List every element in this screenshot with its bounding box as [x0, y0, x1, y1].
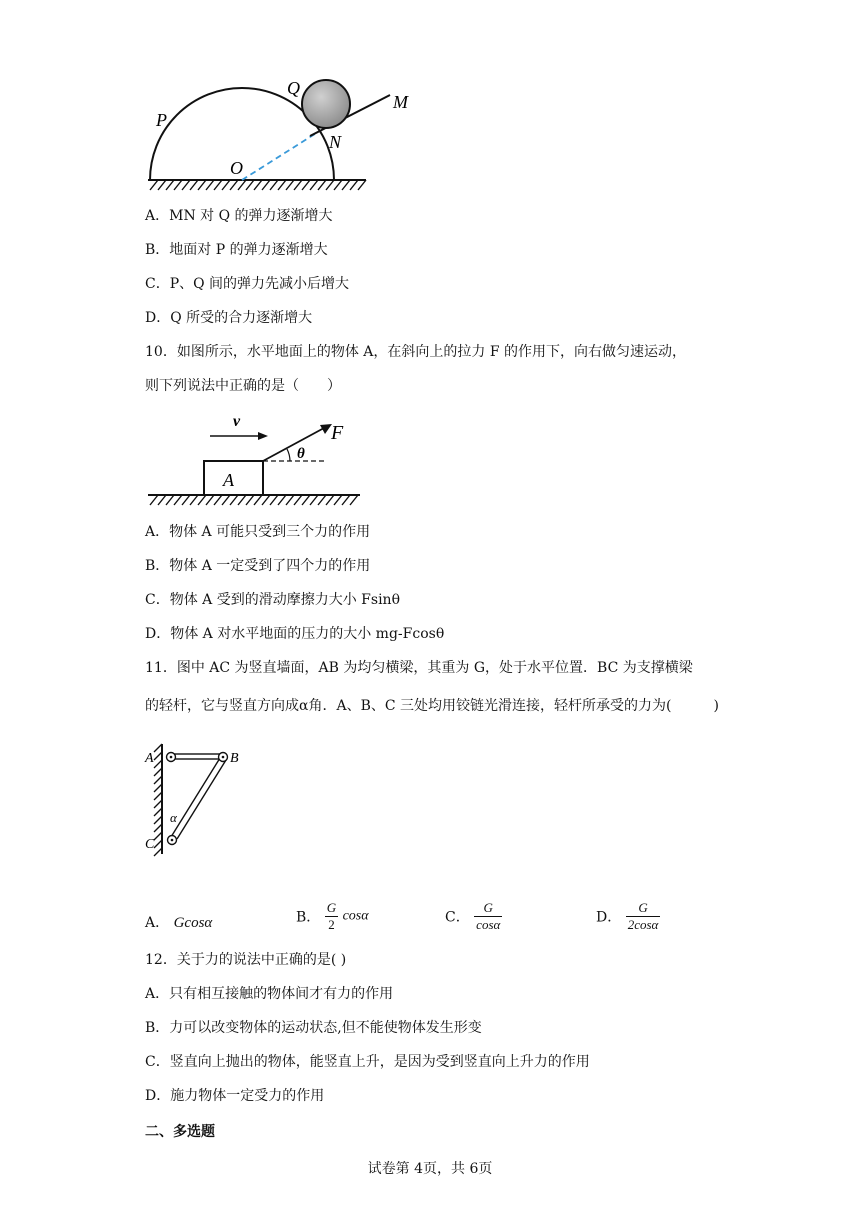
label-theta: θ	[297, 446, 305, 462]
label-M: M	[393, 92, 408, 112]
q9-option-d: D．Q 所受的合力逐渐增大	[145, 310, 313, 326]
q12-option-c: C．竖直向上抛出的物体，能竖直上升，是因为受到竖直向上升力的作用	[145, 1054, 590, 1070]
label-F: F	[331, 422, 344, 444]
q10-stem-line2: 则下列说法中正确的是（ ）	[145, 378, 341, 394]
q11-stem-line1: 11．图中 AC 为竖直墙面，AB 为均匀横梁，其重为 G，处于水平位置．BC 为支撑横梁	[145, 660, 693, 676]
q11-option-d: D． $\frac{G}{2\cos\alpha}$	[596, 900, 659, 932]
label-v: v	[233, 413, 241, 430]
q10-stem-line1: 10．如图所示，水平地面上的物体 A，在斜向上的拉力 F 的作用下，向右做匀速运动，	[145, 344, 686, 360]
q10-option-d: D．物体 A 对水平地面的压力的大小 mg-Fcosθ	[145, 626, 445, 642]
q10-option-a: A．物体 A 可能只受到三个力的作用	[145, 524, 371, 540]
figure-wall-beam	[140, 740, 250, 860]
label-alpha: α	[170, 810, 177, 825]
label-Q: Q	[287, 78, 300, 98]
q10-option-b: B．物体 A 一定受到了四个力的作用	[145, 558, 371, 574]
q11-option-a: A． Gcosα	[145, 915, 213, 931]
q12-option-a: A．只有相互接触的物体间才有力的作用	[145, 986, 394, 1002]
figure-block-pulled	[140, 412, 370, 512]
q12-option-b: B．力可以改变物体的运动状态,但不能使物体发生形变	[145, 1020, 482, 1036]
label-A: A	[223, 470, 234, 490]
label-P: P	[156, 110, 167, 130]
fraction: $\frac{G}{2\cos\alpha}$	[627, 900, 659, 932]
label-A: A	[145, 751, 154, 766]
section-title: 二、多选题	[145, 1124, 215, 1140]
label-B: B	[230, 751, 239, 766]
label-O: O	[230, 158, 243, 178]
fraction: $\frac{G}{\cos\alpha}$	[476, 900, 501, 932]
q10-option-c: C．物体 A 受到的滑动摩擦力大小 Fsinθ	[145, 592, 400, 608]
q9-option-b: B．地面对 P 的弹力逐渐增大	[145, 242, 328, 258]
q11-option-c: C． $\frac{G}{\cos\alpha}$	[445, 900, 501, 932]
q12-stem: 12．关于力的说法中正确的是( )	[145, 952, 347, 968]
label-N: N	[329, 132, 342, 152]
fraction: $\frac{G}{2}$	[326, 900, 337, 932]
q11-stem-line2: 的轻杆，它与竖直方向成α角．A、B、C 三处均用铰链光滑连接，轻杆所承受的力为( )	[145, 698, 719, 714]
q9-option-c: C．P、Q 间的弹力先减小后增大	[145, 276, 350, 292]
q9-option-a: A．MN 对 Q 的弹力逐渐增大	[145, 208, 333, 224]
label-C: C	[145, 837, 155, 852]
q11-option-b: B． $\frac{G}{2}$ cosα	[296, 900, 369, 932]
q12-option-d: D．施力物体一定受力的作用	[145, 1088, 325, 1104]
figure-semicircle-ball	[140, 68, 430, 196]
page-footer: 试卷第 4页，共 6页	[367, 1161, 493, 1177]
